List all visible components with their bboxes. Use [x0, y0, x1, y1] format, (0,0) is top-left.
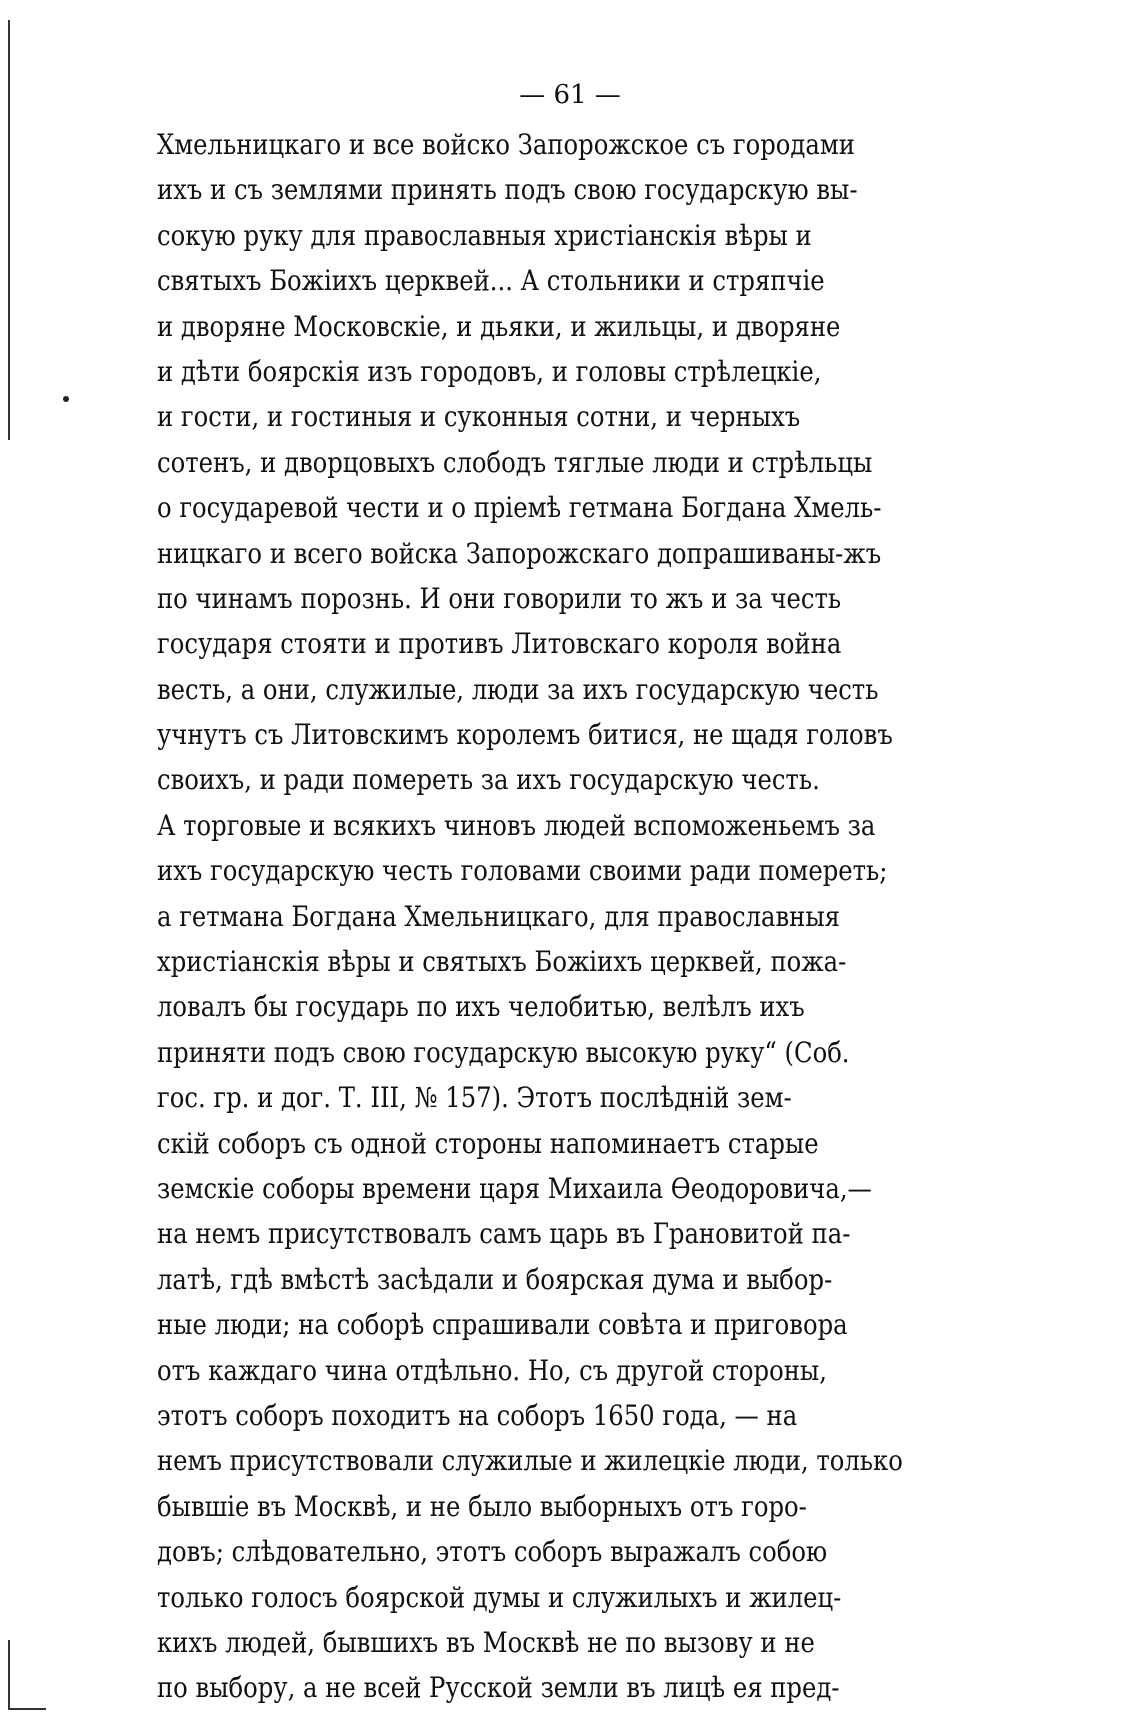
text-line: А торговые и всякихъ чиновъ людей вспоможеньемъ за — [157, 808, 876, 842]
text-line: о государевой чести и о пріемѣ гетмана Богдана Хмель- — [157, 491, 882, 525]
text-line: сокую руку для православныя христіанскія вѣры и — [157, 218, 812, 252]
text-line: весть, а они, служилые, люди за ихъ государскую честь — [157, 672, 879, 706]
text-line: на немъ присутствовалъ самъ царь въ Грановитой па- — [157, 1217, 851, 1251]
text-line: христіанскія вѣры и святыхъ Божіихъ церквей, пожа- — [157, 945, 847, 979]
scan-dot — [63, 396, 69, 402]
scan-edge-mark — [8, 1708, 46, 1710]
text-line: учнутъ съ Литовскимъ королемъ битися, не щадя головъ — [157, 718, 893, 752]
text-line: довъ; слѣдовательно, этотъ соборъ выражалъ собою — [157, 1535, 828, 1569]
text-line: немъ присутствовали служилые и жилецкіе люди, только — [157, 1444, 903, 1478]
text-line: Хмельницкаго и все войско Запорожское съ городами — [157, 128, 855, 161]
scan-edge-mark — [8, 1640, 10, 1710]
text-line: земскіе соборы времени царя Михаила Ѳеодоровича,— — [157, 1171, 872, 1205]
text-line: по чинамъ порознь. И они говорили то жъ и за честь — [157, 581, 842, 615]
text-line: ные люди; на соборѣ спрашивали совѣта и приговора — [157, 1308, 848, 1342]
text-line: кихъ людей, бывшихъ въ Москвѣ не по вызову и не — [157, 1625, 815, 1659]
body-text — [157, 122, 903, 1711]
text-line: государя стояти и противъ Литовскаго короля война — [157, 627, 842, 661]
text-line: приняти подъ свою государскую высокую руку“ (Соб. — [157, 1035, 850, 1069]
text-line: ницкаго и всего войска Запорожскаго допрашиваны-жъ — [157, 536, 882, 570]
text-line: отъ каждаго чина отдѣльно. Но, съ другой стороны, — [157, 1353, 827, 1387]
text-line: скій соборъ съ одной стороны напоминаетъ старые — [157, 1126, 819, 1160]
text-line: и дѣти боярскія изъ городовъ, и головы стрѣлецкіе, — [157, 354, 822, 388]
text-line: по выбору, а не всей Русской земли въ лицѣ ея пред- — [157, 1671, 840, 1705]
text-line: а гетмана Богдана Хмельницкаго, для православныя — [157, 899, 840, 933]
text-line: этотъ соборъ походитъ на соборъ 1650 года, — на — [157, 1398, 798, 1432]
text-line: только голосъ боярской думы и служилыхъ и жилец- — [157, 1580, 842, 1614]
text-line: своихъ, и ради помереть за ихъ государскую честь. — [157, 763, 820, 797]
text-line: и гости, и гостиныя и суконныя сотни, и черныхъ — [157, 400, 801, 434]
page-number: — 61 — — [519, 80, 621, 110]
text-line: ихъ государскую честь головами своими ради помереть; — [157, 854, 888, 888]
text-line: ловалъ бы государь по ихъ челобитью, велѣлъ ихъ — [157, 990, 805, 1024]
text-line: гос. гр. и дог. Т. III, № 157). Этотъ послѣдній зем- — [157, 1081, 792, 1115]
text-line: и дворяне Московскіе, и дьяки, и жильцы, и дворяне — [157, 309, 841, 343]
text-line: святыхъ Божіихъ церквей... А стольники и стряпчіе — [157, 264, 825, 298]
text-line: сотенъ, и дворцовыхъ слободъ тяглые люди и стрѣльцы — [157, 445, 873, 479]
text-line: бывшіе въ Москвѣ, и не было выборныхъ отъ горо- — [157, 1489, 807, 1523]
text-line: ихъ и съ землями принять подъ свою государскую вы- — [157, 173, 858, 207]
text-line: латѣ, гдѣ вмѣстѣ засѣдали и боярская дума и выбор- — [157, 1262, 833, 1296]
